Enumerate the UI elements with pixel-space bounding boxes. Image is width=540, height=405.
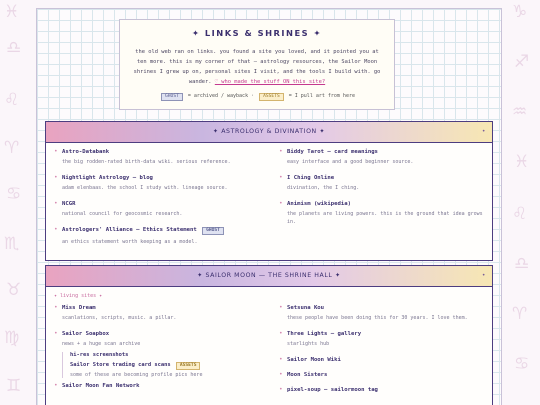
scorpio-glyph: ♏ [4,234,20,254]
link-item [279,331,484,348]
aries-glyph: ♈ [512,304,528,324]
sailormoon-section [45,265,493,405]
libra-glyph: ♎ [6,38,22,58]
link-pixel-soup[interactable]: • pixel-soup — sailormoon tag [287,387,378,393]
link-description: adam elenbaas. the school I study with. lineage source. [62,185,228,191]
link-description: some of these are becoming profile pics here [70,372,203,378]
section-title: ✦ SAILOR MOON — THE SHRINE HALL ✦ [197,272,341,279]
link-moon-sisters[interactable]: • Moon Sisters [287,372,328,378]
link-item [279,201,484,226]
cancer-glyph: ♋ [6,184,22,204]
capricorn-glyph: ♑ [512,2,528,22]
link-item [279,372,484,378]
sailormoon-right-column [279,305,484,402]
link-hi-res-screenshots[interactable]: hi-res screenshots [70,352,129,358]
tag-legend [120,93,394,101]
leo-glyph: ♌ [512,204,528,224]
page-title: ✦ LINKS & SHRINES ✦ [192,28,322,38]
link-item [279,149,484,166]
sagittarius-glyph: ♐ [514,52,530,72]
pisces-glyph: ♓ [514,152,530,172]
pisces-glyph: ♓ [4,2,20,22]
site-header [119,19,395,110]
assets-tag: ASSETS [176,362,201,370]
sailormoon-heading-bar [46,266,492,287]
link-astrologers-alliance[interactable]: Astrologers' Alliance — Ethics Statement [62,227,197,233]
link-sailor-moon-fan-network[interactable]: • Sailor Moon Fan Network [62,383,140,389]
link-animism[interactable]: • Animism (wikipedia) [287,201,351,207]
link-description: these people have been doing this for 30 years. I love them. [287,315,468,321]
link-nightlight-astrology[interactable]: • Nightlight Astrology — blog [62,175,153,181]
link-ncgr[interactable]: • NCGR [62,201,76,207]
ghost-legend-text: = archived / wayback · [187,93,255,99]
link-description: national council for geocosmic research. [62,211,183,217]
intro-text: the old web ran on links. you found a site you loved, and it pointed you at ten more. this is my corner of that — astrology resources, the Sailor Moon shrines I grew up on, personal sites I visit, and the tools I build with. go wander. [133,49,381,85]
astrology-section [45,121,493,261]
sailormoon-left-column [54,305,259,402]
ghost-tag: GHOST [202,227,224,235]
assets-tag: ASSETS [259,93,284,101]
astrology-left-column [54,149,259,255]
credits-link[interactable]: ♡ who made the stuff ON this site? [214,79,326,85]
link-description: easy interface and a good beginner source. [287,159,414,165]
leo-glyph: ♌ [4,90,20,110]
libra-glyph: ♎ [514,254,530,274]
section-title: ✦ ASTROLOGY & DIVINATION ✦ [212,128,326,135]
assets-legend-text: = I pull art from here [288,93,355,99]
link-item [279,305,484,322]
link-description: starlights hub [287,341,330,347]
taurus-glyph: ♉ [6,280,22,300]
link-three-lights[interactable]: • Three Lights — gallery [287,331,362,337]
ghost-tag: GHOST [161,93,183,101]
cancer-glyph: ♋ [514,354,530,374]
corner-dot: • [481,128,486,135]
link-biddy-tarot[interactable]: • Biddy Tarot — card meanings [287,149,378,155]
link-i-ching-online[interactable]: • I Ching Online [287,175,335,181]
link-item [279,387,484,393]
link-item [54,149,259,166]
link-description: the big rodden-rated birth-data wiki. serious reference. [62,159,231,165]
astrology-right-column [279,149,484,255]
link-description: the planets are living powers. this is the ground that idea grows in. [287,211,483,225]
link-item [54,175,259,192]
link-item [54,383,259,389]
aquarius-glyph: ♒ [512,102,528,122]
main-page [36,8,502,405]
link-description: scanlations, scripts, music. a pillar. [62,315,177,321]
intro-paragraph [130,47,384,87]
link-sailor-store-cards[interactable]: Sailor Store trading card scans [70,362,171,368]
gemini-glyph: ♊ [6,376,22,396]
virgo-glyph: ♍ [4,328,20,348]
link-description: an ethics statement worth keeping as a model. [62,239,198,245]
link-item [54,305,259,322]
link-miss-dream[interactable]: • Miss Dream [62,305,96,311]
link-astro-databank[interactable]: • Astro-Databank [62,149,110,155]
link-setsuna-kou[interactable]: • Setsuna Kou [287,305,325,311]
link-item [279,175,484,192]
link-item [279,357,484,363]
link-description: divination, the I ching. [287,185,360,191]
astrology-heading-bar [46,122,492,143]
link-sailor-moon-wiki[interactable]: • Sailor Moon Wiki [287,357,341,363]
link-item [54,201,259,218]
sub-links [62,352,259,378]
aries-glyph: ♈ [4,138,20,158]
link-item [54,331,259,378]
corner-dot: • [481,272,486,279]
link-item [54,227,259,246]
link-sailor-soapbox[interactable]: • Sailor Soapbox [62,331,110,337]
living-sites-label: ✦ living sites ✦ [54,293,103,299]
link-description: news + a huge scan archive [62,341,141,347]
